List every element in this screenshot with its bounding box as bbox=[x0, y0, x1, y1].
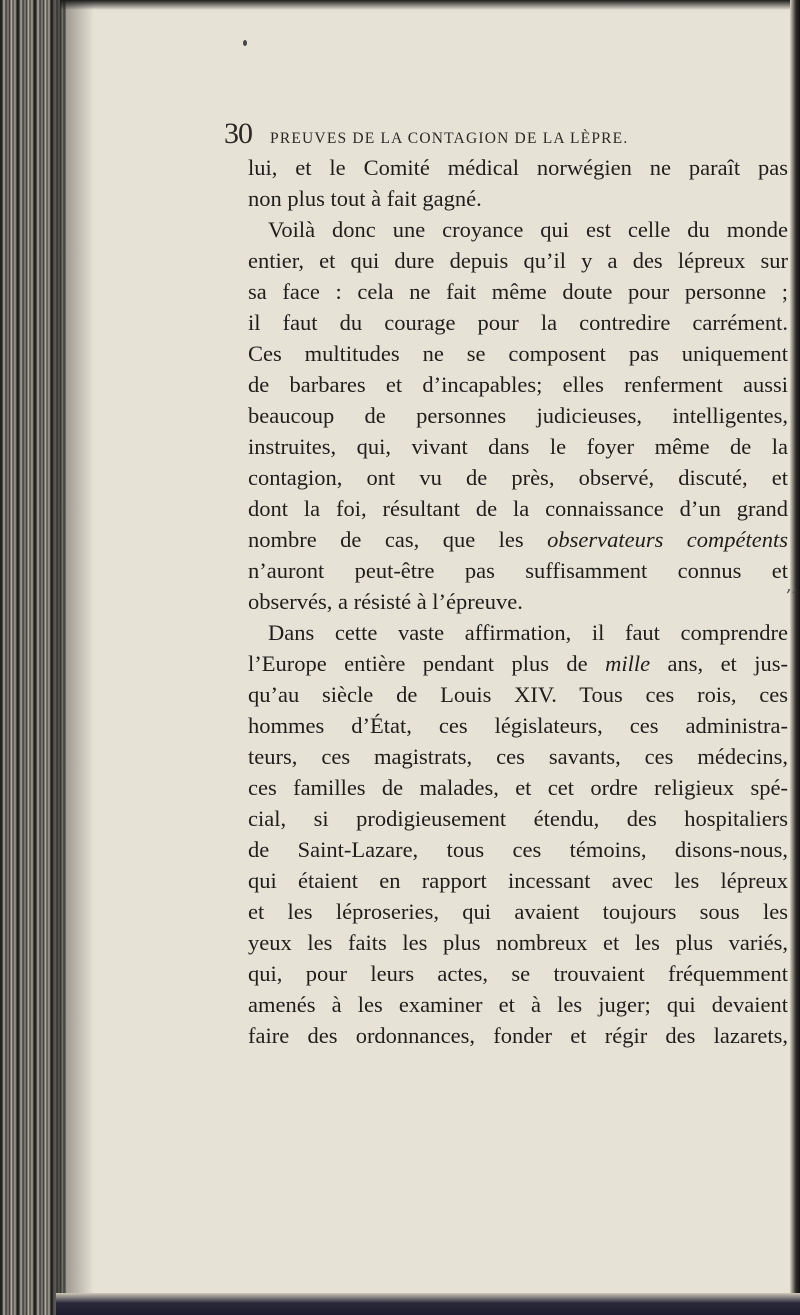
text-line: de barbares et d’incapables; elles renferment aussi bbox=[248, 372, 788, 397]
text-line bbox=[248, 524, 788, 555]
text-line: beaucoup de personnes judicieuses, intelligentes, bbox=[248, 403, 788, 428]
text-segment: nombre de cas, que les bbox=[248, 527, 548, 552]
text-line: dont la foi, résultant de la connaissance d’un grand bbox=[248, 496, 788, 521]
text-line: qui, pour leurs actes, se trouvaient fréquemment bbox=[248, 961, 788, 986]
running-head bbox=[224, 117, 784, 151]
text-line: de Saint-Lazare, tous ces témoins, disons-nous, bbox=[248, 837, 788, 862]
text-line: sa face : cela ne fait même doute pour personne ; bbox=[248, 279, 788, 304]
right-page-edge bbox=[790, 0, 800, 1315]
text-line: il faut du courage pour la contredire carrément. bbox=[248, 310, 788, 335]
italic-segment: observateurs compétents bbox=[547, 527, 789, 552]
margin-mark: ,, bbox=[786, 575, 798, 596]
text-line: qu’au siècle de Louis XIV. Tous ces rois, ces bbox=[248, 682, 788, 707]
text-segment: l’Europe entière pendant plus de bbox=[248, 651, 606, 676]
text-line: qui étaient en rapport incessant avec les lépreux bbox=[248, 868, 788, 893]
text-line: observés, a résisté à l’épreuve. bbox=[248, 589, 523, 614]
text-line: contagion, ont vu de près, observé, discuté, et bbox=[248, 465, 788, 490]
running-title: PREUVES DE LA CONTAGION DE LA LÈPRE. bbox=[270, 130, 629, 147]
text-line: faire des ordonnances, fonder et régir des lazarets, bbox=[248, 1023, 788, 1048]
text-line: yeux les faits les plus nombreux et les plus variés, bbox=[248, 930, 788, 955]
italic-segment: mille bbox=[605, 651, 651, 676]
gutter-shadow bbox=[54, 0, 94, 1315]
text-line: hommes d’État, ces législateurs, ces administra- bbox=[248, 713, 788, 738]
text-line: ces familles de malades, et cet ordre religieux spé- bbox=[248, 775, 788, 800]
text-segment: ans, et jus- bbox=[650, 651, 788, 676]
text-line: Dans cette vaste affirmation, il faut comprendre bbox=[268, 620, 788, 645]
top-edge-shadow bbox=[60, 0, 800, 10]
text-line: amenés à les examiner et à les juger; qui devaient bbox=[248, 992, 788, 1017]
text-line: teurs, ces magistrats, ces savants, ces médecins, bbox=[248, 744, 788, 769]
bottom-edge bbox=[56, 1293, 800, 1315]
text-line bbox=[248, 648, 788, 679]
dust-speck bbox=[243, 40, 247, 46]
text-line: lui, et le Comité médical norwégien ne paraît pas bbox=[248, 155, 788, 180]
text-line: Voilà donc une croyance qui est celle du monde bbox=[268, 217, 788, 242]
text-line: et les léproseries, qui avaient toujours sous les bbox=[248, 899, 788, 924]
text-line: Ces multitudes ne se composent pas uniquement bbox=[248, 341, 788, 366]
page-number: 30 bbox=[224, 117, 252, 150]
text-line: instruites, qui, vivant dans le foyer même de la bbox=[248, 434, 788, 459]
text-line: entier, et qui dure depuis qu’il y a des lépreux sur bbox=[248, 248, 788, 273]
text-line: n’auront peut-être pas suffisamment connus et bbox=[248, 558, 788, 583]
text-line: non plus tout à fait gagné. bbox=[248, 186, 482, 211]
text-line: cial, si prodigieusement étendu, des hospitaliers bbox=[248, 806, 788, 831]
body-text bbox=[248, 152, 788, 1051]
